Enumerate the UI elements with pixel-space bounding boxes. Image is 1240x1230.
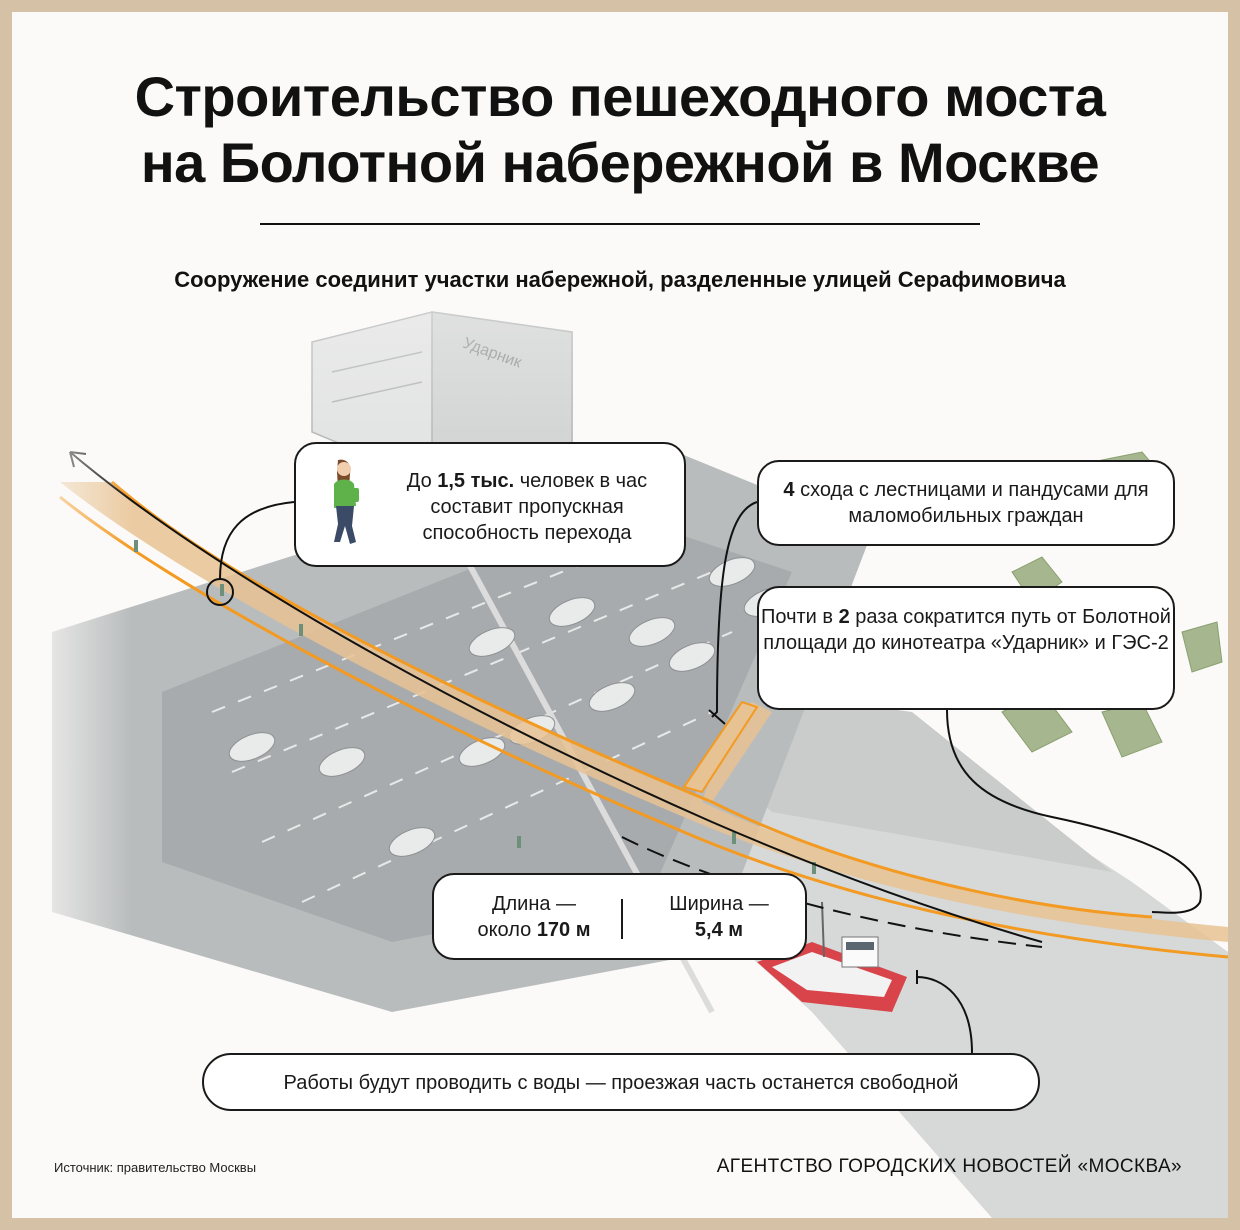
callout-capacity	[294, 442, 686, 567]
callout-path	[757, 586, 1175, 710]
stairs-text: схода с лестницами и пандусами для маломобильных граждан	[794, 479, 1149, 527]
subtitle: Сооружение соединит участки набережной, разделенные улицей Серафимовича	[174, 267, 1066, 292]
capacity-text	[382, 468, 672, 546]
pedestrian-icon	[326, 458, 362, 548]
title-line-1: Строительство пешеходного моста	[134, 65, 1106, 128]
capacity-post: человек в час составит пропускная способность перехода	[422, 470, 648, 544]
width-block	[629, 891, 809, 943]
length-value: 170 м	[536, 919, 591, 941]
width-label: Ширина —	[669, 893, 769, 915]
capacity-pre: До	[406, 470, 438, 492]
path-factor: 2	[838, 606, 850, 628]
path-text: раза сократится путь от Болотной площади до кинотеатра «Ударник» и ГЭС-2	[763, 606, 1171, 654]
callout-stairs	[757, 460, 1175, 546]
title-line-2: на Болотной набережной в Москве	[140, 131, 1100, 194]
title-divider	[260, 223, 980, 225]
length-pre: около	[477, 919, 537, 941]
length-label: Длина —	[491, 893, 577, 915]
dimensions-separator	[621, 899, 623, 939]
stairs-count: 4	[783, 479, 795, 501]
infographic-canvas	[12, 12, 1228, 1218]
width-value: 5,4 м	[694, 919, 744, 941]
capacity-value: 1,5 тыс.	[437, 470, 515, 492]
callout-dimensions	[432, 873, 807, 960]
source-note: Источник: правительство Москвы	[54, 1160, 257, 1175]
path-pre: Почти в	[761, 606, 839, 628]
length-block	[444, 891, 624, 943]
agency-credit: АГЕНТСТВО ГОРОДСКИХ НОВОСТЕЙ «МОСКВА»	[716, 1156, 1182, 1177]
page-title	[12, 64, 1228, 196]
callout-water-works: Работы будут проводить с воды — проезжая часть останется свободной	[202, 1053, 1040, 1111]
